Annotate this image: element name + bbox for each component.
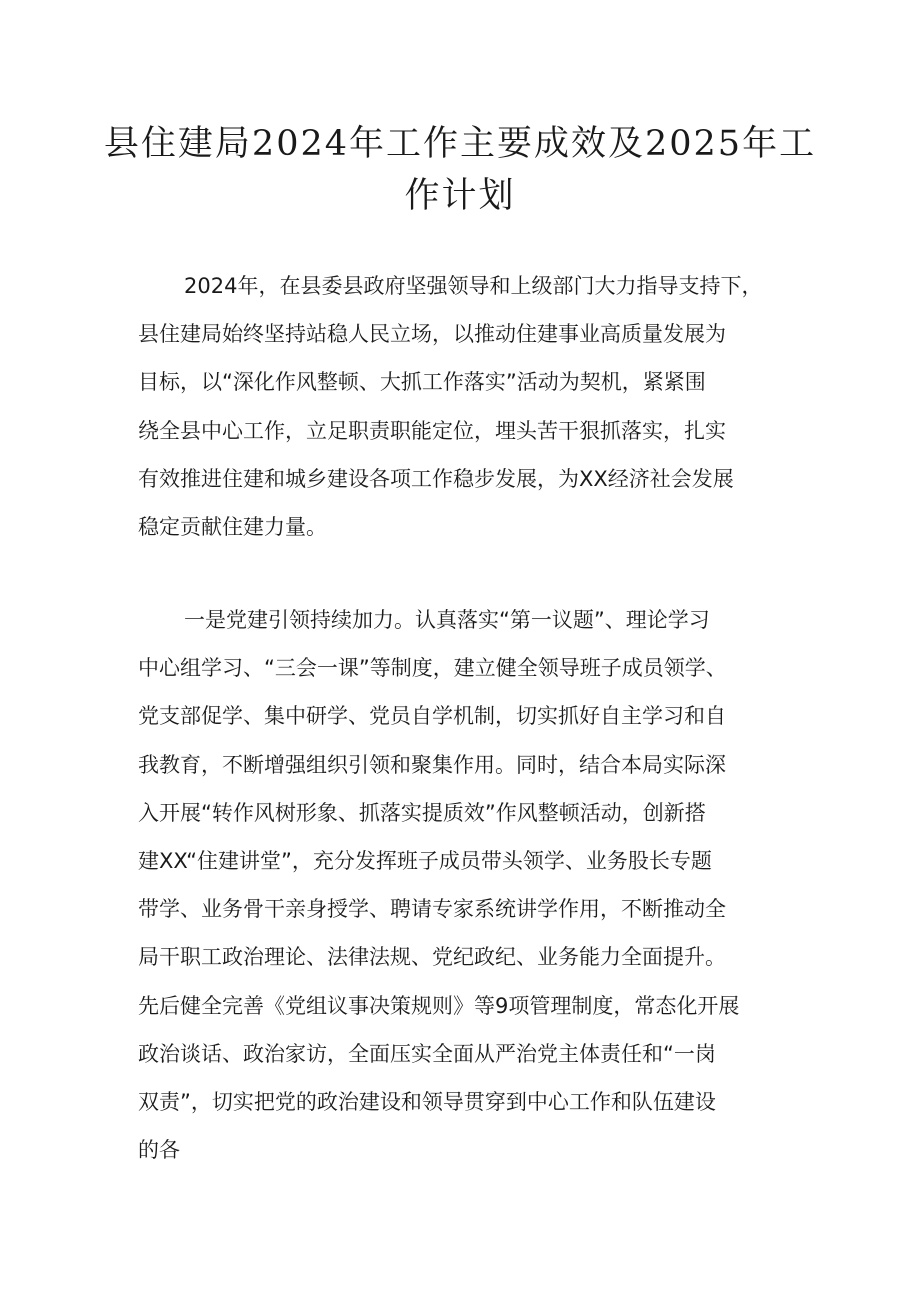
title-line: 作计划 [404, 176, 516, 216]
text-line: 绕全县中心工作，立足职责职能定位，埋头苦干狠抓落实，扎实 [138, 418, 726, 443]
text-line: 党支部促学、集中研学、党员自学机制，切实抓好自主学习和自 [138, 704, 726, 729]
text-line: 有效推进住建和城乡建设各项工作稳步发展，为XX经济社会发展 [138, 466, 734, 491]
title-line: 县住建局2024年工作主要成效及2025年工 [103, 124, 817, 164]
text-line: 先后健全完善《党组议事决策规则》等9项管理制度，常态化开展 [138, 993, 740, 1018]
text-line: 的各 [138, 1138, 180, 1163]
text-line: 双责”，切实把党的政治建设和领导贯穿到中心工作和队伍建设 [138, 1089, 716, 1114]
text-line: 2024年，在县委县政府坚强领导和上级部门大力指导支持下， [184, 274, 763, 298]
text-line: 入开展“转作风树形象、抓落实提质效”作风整顿活动，创新搭 [138, 800, 706, 825]
text-line: 目标，以“深化作风整顿、大抓工作落实”活动为契机，紧紧围 [138, 370, 706, 395]
text-line: 中心组学习、“三会一课”等制度，建立健全领导班子成员领学、 [138, 656, 727, 681]
text-line: 一是党建引领持续加力。认真落实“第一议题”、理论学习 [184, 608, 710, 632]
paragraph-intro [138, 262, 798, 551]
text-line: 带学、业务骨干亲身授学、聘请专家系统讲学作用，不断推动全 [138, 897, 726, 922]
text-line: 县住建局始终坚持站稳人民立场，以推动住建事业高质量发展为 [138, 322, 726, 347]
paragraph-party-building [138, 596, 798, 1174]
text-line: 我教育，不断增强组织引领和聚集作用。同时，结合本局实际深 [138, 752, 726, 777]
text-line: 政治谈话、政治家访，全面压实全面从严治党主体责任和“一岗 [138, 1041, 716, 1066]
text-line: 局干职工政治理论、法律法规、党纪政纪、业务能力全面提升。 [138, 945, 726, 970]
document-title [80, 118, 840, 222]
text-line: 稳定贡献住建力量。 [138, 514, 327, 539]
text-line: 建XX“住建讲堂”，充分发挥班子成员带头领学、业务股长专题 [138, 848, 712, 873]
